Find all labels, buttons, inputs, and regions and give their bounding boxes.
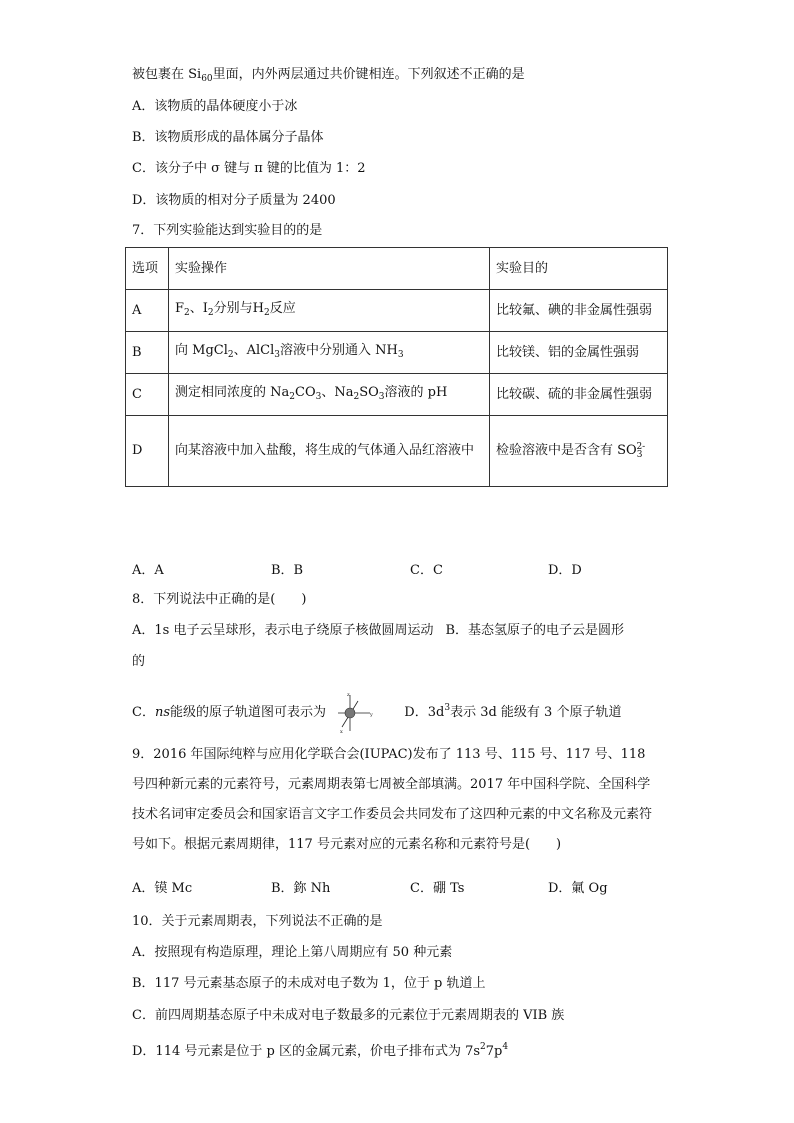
q6-stem: 被包裹在 $Si_{60}$里面，内外两层通过共价键相连。下列叙述不正确的是 bbox=[132, 67, 525, 84]
q7-choice-c: C．C bbox=[410, 563, 443, 578]
header-operation: 实验操作 bbox=[169, 248, 490, 290]
row-operation: 向某溶液中加入盐酸，将生成的气体通入品红溶液中 bbox=[169, 416, 490, 487]
q6-option-a: A．该物质的晶体硬度小于冰 bbox=[132, 99, 298, 114]
axis-label-y: y bbox=[370, 711, 373, 718]
q10-option-a: A．按照现有构造原理，理论上第八周期应有 50 种元素 bbox=[132, 945, 453, 960]
row-operation: $F_2$、$I_2$分别与$H_2$反应 bbox=[169, 290, 490, 332]
row-operation: 测定相同浓度的 $Na_2CO_3$、$Na_2SO_3$溶液的 pH bbox=[169, 374, 490, 416]
q7-choice-b: B．B bbox=[271, 563, 304, 578]
q8-option-d: D．$3d^3$表示 3d 能级有 3 个原子轨道 bbox=[404, 703, 622, 720]
q10-option-b: B．117 号元素基态原子的未成对电子数为 1，位于 p 轨道上 bbox=[132, 976, 486, 991]
q7-choice-a: A．A bbox=[132, 563, 164, 578]
table-row bbox=[126, 374, 668, 416]
q9-choice-a: A．镆 Mc bbox=[132, 881, 193, 896]
p-orbital-axes-icon bbox=[336, 691, 376, 735]
q8-stem: 8．下列说法中正确的是( ) bbox=[132, 592, 307, 607]
q7-choices bbox=[132, 559, 692, 577]
table-header-row bbox=[126, 248, 668, 290]
q6-option-c: C．该分子中 σ 键与 π 键的比值为 1：2 bbox=[132, 161, 366, 176]
row-goal: 检验溶液中是否含有 $SO_3^{2-}$ bbox=[490, 416, 668, 487]
row-option: C bbox=[126, 374, 169, 416]
q10-option-d: D．114 号元素是位于 p 区的金属元素，价电子排布式为 $7s^27p^4$ bbox=[132, 1042, 509, 1059]
row-goal: 比较氟、碘的非金属性强弱 bbox=[490, 290, 668, 332]
q9-choice-b: B．鉨 Nh bbox=[271, 881, 331, 896]
row-operation: 向 MgCl$_2$、AlCl$_3$溶液中分别通入 $NH_3$ bbox=[169, 332, 490, 374]
row-option: A bbox=[126, 290, 169, 332]
table-row bbox=[126, 416, 668, 487]
q8-option-c: C．ns能级的原子轨道图可表示为 z y x D．$3d^3$表示 3d 能级有 3 个原子轨道 bbox=[132, 691, 622, 735]
q9-stem: 9．2016 年国际纯粹与应用化学联合会(IUPAC)发布了 113 号、115 号、117 号、118 号四种新元素的元素符号，元素周期表第七周被全部填满。2017 年中国科学院、全国科学技术名词审定委员会和国家语言文字工作委员会共同发布了这四种元素的中文名称及元素符号如下。根据元素周期律，117 号元素对应的元素名称和元素符号是( ) bbox=[132, 747, 653, 852]
header-goal: 实验目的 bbox=[490, 248, 668, 290]
row-goal: 比较镁、铝的金属性强弱 bbox=[490, 332, 668, 374]
q7-table bbox=[125, 247, 668, 487]
axis-label-z: z bbox=[347, 691, 350, 698]
table-row bbox=[126, 332, 668, 374]
q8-option-b: B．基态氢原子的电子云是圆形 bbox=[445, 623, 625, 638]
table-row bbox=[126, 290, 668, 332]
q6-option-b: B．该物质形成的晶体属分子晶体 bbox=[132, 130, 324, 145]
q8-option-b-cont: 的 bbox=[132, 654, 146, 669]
q8-option-a: A．1s 电子云呈球形，表示电子绕原子核做圆周运动 B．基态氢原子的电子云是圆形 bbox=[132, 623, 625, 638]
axis-label-x: x bbox=[340, 728, 343, 735]
q10-option-c: C．前四周期基态原子中未成对电子数最多的元素位于元素周期表的 VIB 族 bbox=[132, 1008, 565, 1023]
row-option: D bbox=[126, 416, 169, 487]
q9-choice-d: D．氭 Og bbox=[548, 881, 608, 896]
q9-choice-c: C．硼 Ts bbox=[410, 881, 465, 896]
row-option: B bbox=[126, 332, 169, 374]
q9-choices bbox=[132, 877, 692, 895]
q7-stem: 7．下列实验能达到实验目的的是 bbox=[132, 223, 323, 238]
row-goal: 比较碳、硫的非金属性强弱 bbox=[490, 374, 668, 416]
header-option: 选项 bbox=[126, 248, 169, 290]
q10-stem: 10．关于元素周期表，下列说法不正确的是 bbox=[132, 914, 383, 929]
q6-option-d: D．该物质的相对分子质量为 2400 bbox=[132, 193, 336, 208]
q7-choice-d: D．D bbox=[548, 563, 582, 578]
